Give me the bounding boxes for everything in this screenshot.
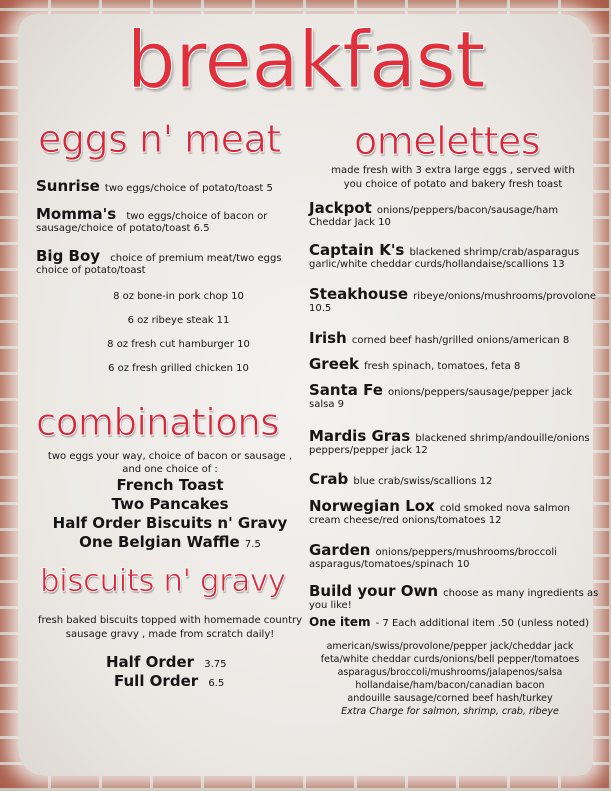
one-item-desc: - 7 Each additional item .50 (unless noted) xyxy=(375,618,590,629)
item-desc: fresh spinach, tomatoes, feta 8 xyxy=(364,361,521,372)
item-name: Captain K's xyxy=(309,241,405,259)
item-desc: blackened shrimp/crab/asparagus xyxy=(409,247,580,258)
item-desc: onions/peppers/sausage/pepper jack xyxy=(388,387,573,398)
omelette-mardis-gras xyxy=(309,426,599,456)
item-big-boy xyxy=(36,246,301,276)
ingredient-line: asparagus/broccoli/mushrooms/jalapenos/salsa xyxy=(337,667,563,678)
omelette-garden xyxy=(309,540,599,570)
eggs-meat-heading: eggs n' meat xyxy=(38,117,281,161)
ingredient-line: andouille sausage/corned beef hash/turkey xyxy=(347,693,553,704)
item-name: Full Order xyxy=(114,672,199,690)
item-desc: cold smoked nova salmon xyxy=(439,503,570,514)
menu-title: breakfast xyxy=(126,16,485,106)
item-desc: Cheddar Jack 10 xyxy=(309,217,391,228)
biscuits-gravy-heading: biscuits n' gravy xyxy=(40,563,286,599)
combinations-intro: and one choice of : xyxy=(122,464,218,475)
omelette-jackpot xyxy=(309,198,594,228)
item-desc: blue crab/swiss/scallions 12 xyxy=(353,476,493,487)
combo-price: 7.5 xyxy=(244,539,261,550)
item-name: Mardis Gras xyxy=(309,427,411,445)
ingredient-line: american/swiss/provolone/pepper jack/cheddar jack xyxy=(326,641,574,652)
item-desc: corned beef hash/grilled onions/american 8 xyxy=(351,335,570,346)
meat-choice: 8 oz fresh cut hamburger 10 xyxy=(107,339,250,350)
item-desc: two eggs/choice of bacon or xyxy=(126,211,268,222)
item-desc: onions/peppers/bacon/sausage/ham xyxy=(376,205,559,216)
item-name: Sunrise xyxy=(36,177,100,195)
combo-choice: Half Order Biscuits n' Gravy xyxy=(52,514,288,532)
biscuits-full-order xyxy=(114,671,224,690)
biscuits-half-order xyxy=(106,652,226,671)
biscuits-intro: fresh baked biscuits topped with homemade country xyxy=(37,615,303,626)
omelette-norwegian-lox xyxy=(309,496,599,526)
item-name: Build your Own xyxy=(309,582,439,600)
item-desc: choice of premium meat/two eggs xyxy=(110,253,282,264)
meat-choice: 8 oz bone-in pork chop 10 xyxy=(113,291,244,302)
item-desc: salsa 9 xyxy=(309,399,344,410)
item-price: 6.5 xyxy=(208,678,225,689)
meat-choice: 6 oz ribeye steak 11 xyxy=(127,315,230,326)
combinations-heading: combinations xyxy=(36,401,280,444)
item-desc: 10.5 xyxy=(309,303,332,314)
item-desc: peppers/pepper jack 12 xyxy=(309,445,428,456)
item-name: Steakhouse xyxy=(309,285,409,303)
omelettes-heading: omelettes xyxy=(354,119,541,163)
one-item-label: One item xyxy=(309,615,371,629)
item-name: Big Boy xyxy=(36,247,101,265)
omelettes-intro: you choice of potato and bakery fresh toast xyxy=(343,179,563,190)
item-desc: garlic/white cheddar curds/hollandaise/scallions 13 xyxy=(309,259,565,270)
item-desc: you like! xyxy=(309,600,352,611)
item-desc: choose as many ingredients as xyxy=(443,588,599,599)
item-name: Santa Fe xyxy=(309,381,383,399)
omelette-build-your-own xyxy=(309,581,599,630)
omelette-greek xyxy=(309,354,599,373)
item-mommas xyxy=(36,204,301,234)
item-desc: onions/peppers/mushrooms/broccoli xyxy=(375,547,557,558)
item-name: Norwegian Lox xyxy=(309,497,435,515)
omelette-santa-fe xyxy=(309,380,599,410)
combo-choice: Two Pancakes xyxy=(111,495,229,513)
item-name: Jackpot xyxy=(309,199,372,217)
meat-choice: 6 oz fresh grilled chicken 10 xyxy=(108,363,249,374)
item-desc: asparagus/tomatoes/spinach 10 xyxy=(309,559,470,570)
item-name: Crab xyxy=(309,470,349,488)
combo-choice: French Toast xyxy=(116,476,224,494)
extra-charge-note: Extra Charge for salmon, shrimp, crab, ribeye xyxy=(341,706,559,717)
item-name: Greek xyxy=(309,355,360,373)
item-price: 3.75 xyxy=(204,659,227,670)
item-sunrise xyxy=(36,176,296,195)
item-name: Momma's xyxy=(36,205,117,223)
item-desc: sausage/choice of potato/toast 6.5 xyxy=(36,223,210,234)
item-desc: cream cheese/red onions/tomatoes 12 xyxy=(309,515,502,526)
omelette-crab xyxy=(309,469,599,488)
item-desc: two eggs/choice of potato/toast 5 xyxy=(104,183,273,194)
item-desc: choice of potato/toast xyxy=(36,265,146,276)
combo-choice: One Belgian Waffle xyxy=(79,533,240,551)
combinations-intro: two eggs your way, choice of bacon or sausage , xyxy=(47,451,293,462)
item-desc: blackened shrimp/andouille/onions xyxy=(415,433,590,444)
item-name: Garden xyxy=(309,541,371,559)
item-name: Half Order xyxy=(106,653,195,671)
ingredients-list xyxy=(300,640,600,718)
omelettes-intro: made fresh with 3 extra large eggs , served with xyxy=(331,165,575,176)
item-desc: ribeye/onions/mushrooms/provolone xyxy=(413,291,597,302)
ingredient-line: feta/white cheddar curds/onions/bell pepper/tomatoes xyxy=(320,654,580,665)
omelette-steakhouse xyxy=(309,284,599,314)
combo-choice-with-price xyxy=(20,533,320,554)
biscuits-intro: sausage gravy , made from scratch daily! xyxy=(65,629,275,640)
omelette-irish xyxy=(309,328,599,347)
item-name: Irish xyxy=(309,329,347,347)
ingredient-line: hollandaise/ham/bacon/canadian bacon xyxy=(355,680,545,691)
omelette-captain-ks xyxy=(309,240,599,270)
